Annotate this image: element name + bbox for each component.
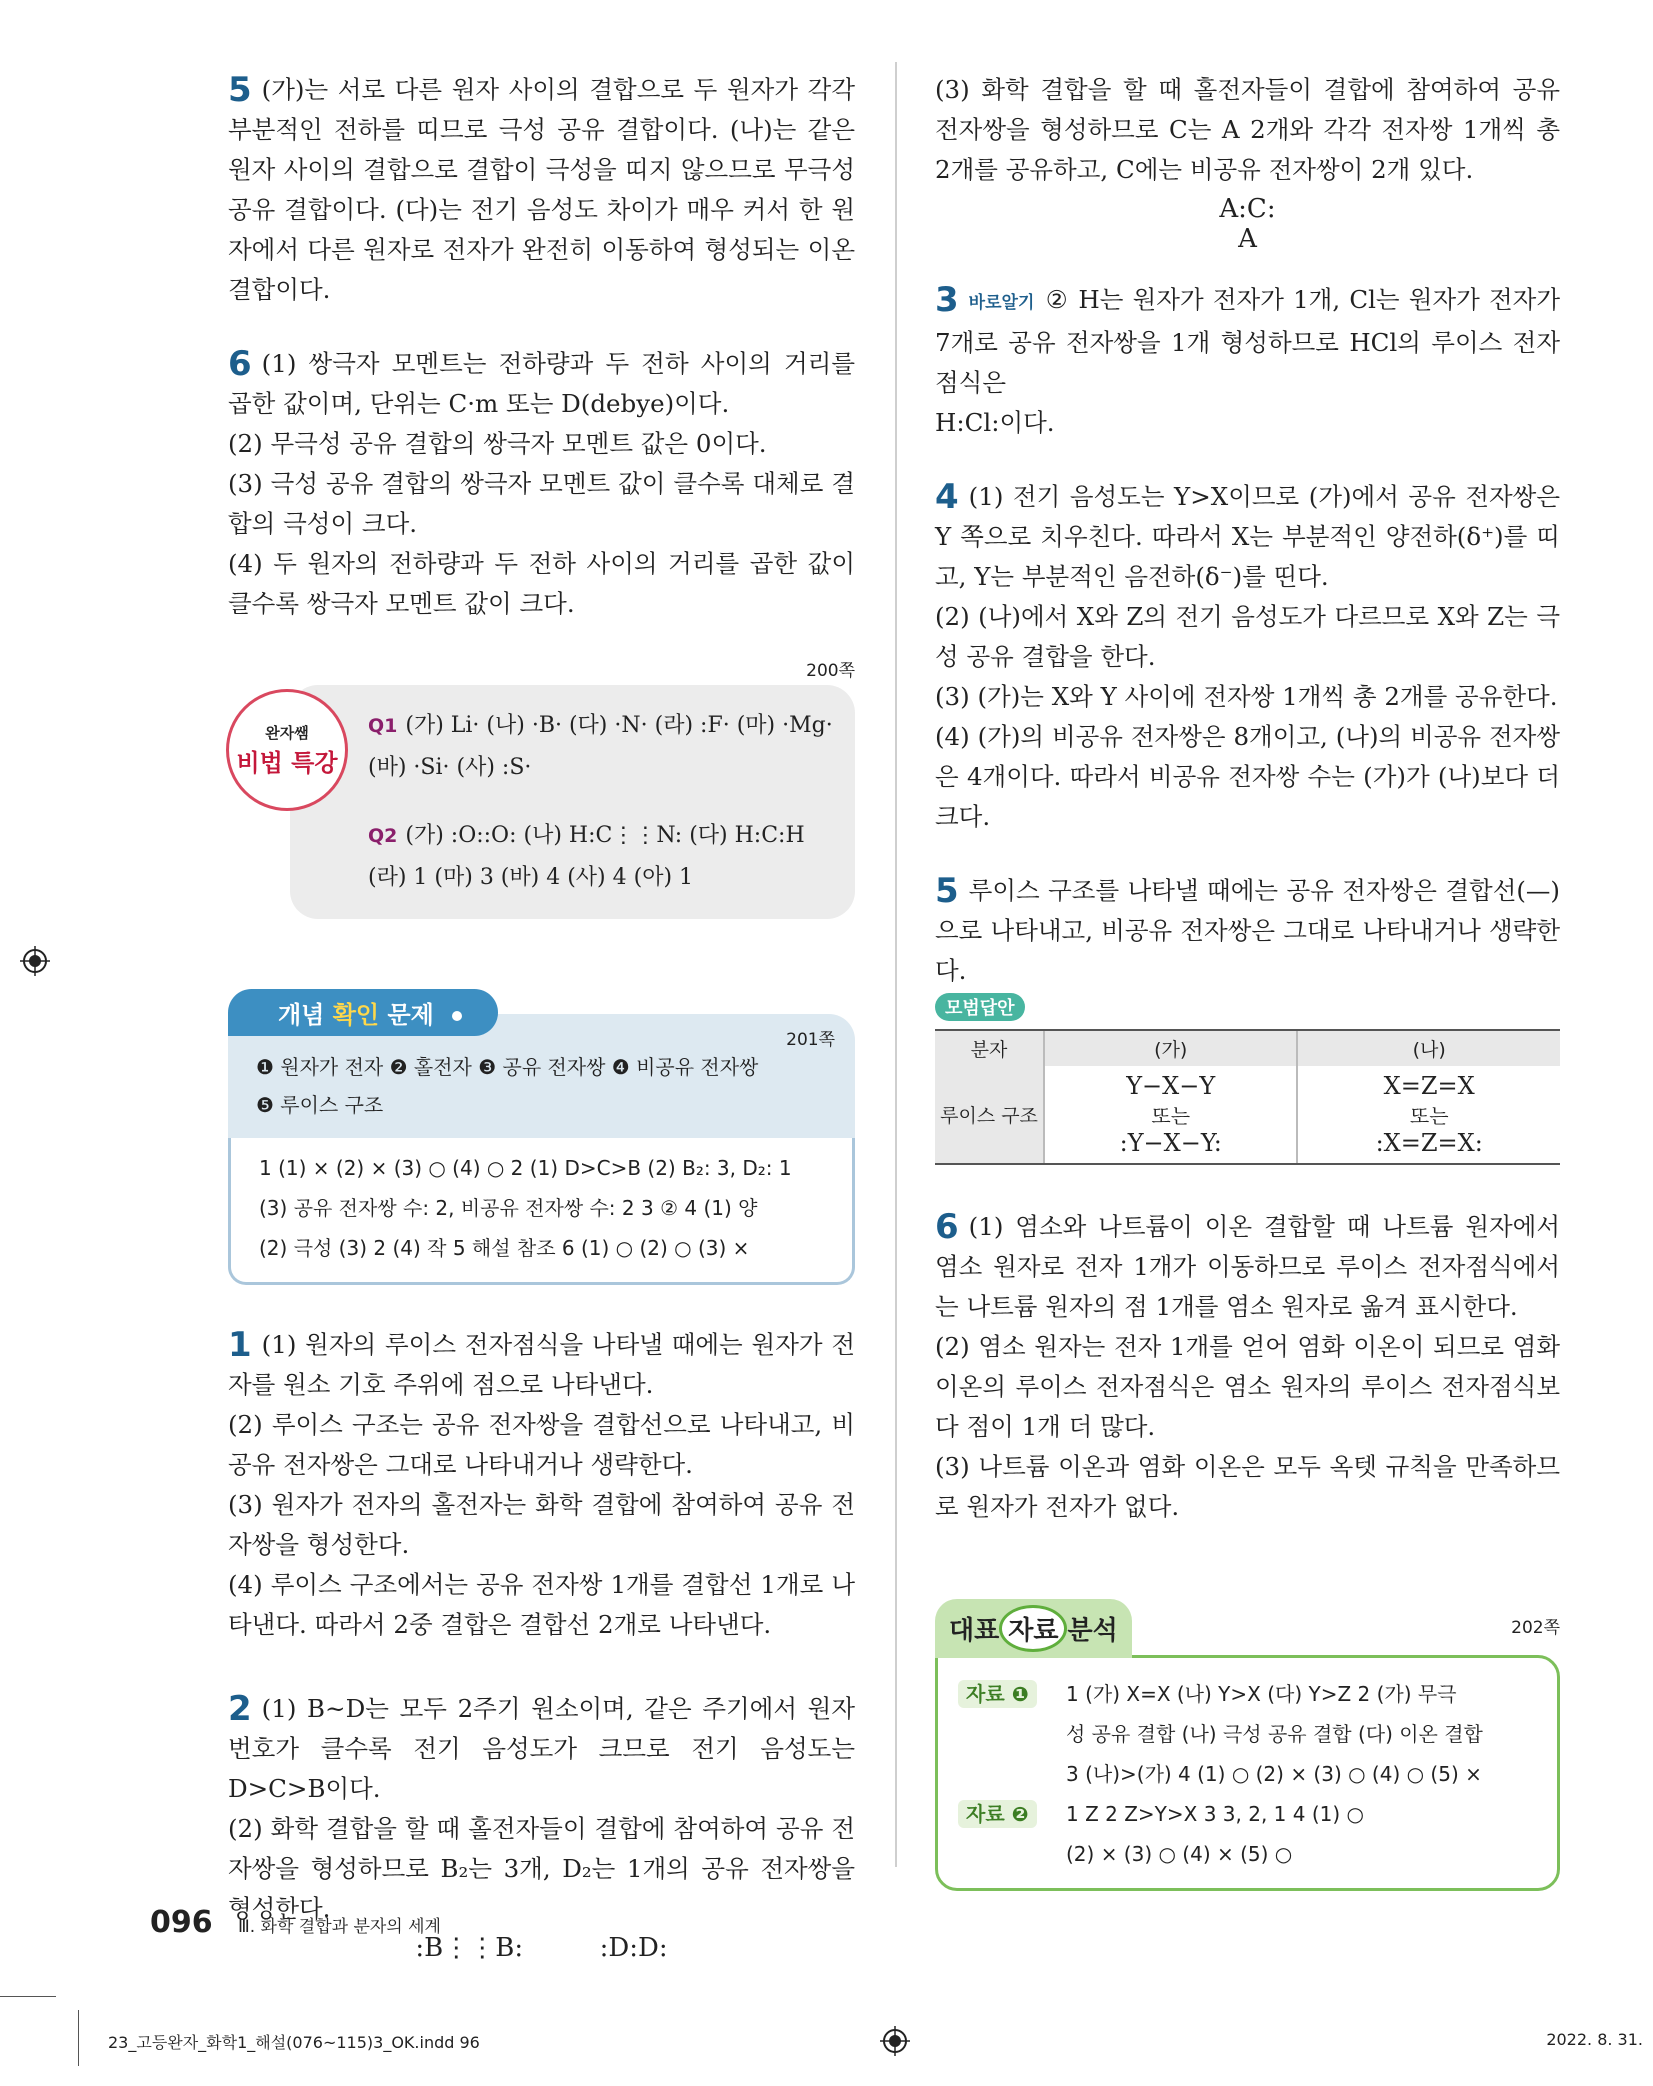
crop-mark bbox=[78, 2010, 79, 2066]
data-2: 자료 ❷ 1 Z 2 Z>Y>X 3 3, 2, 1 4 (1) ○ (2) × (3) ○ (4) × (5) ○ bbox=[958, 1794, 1537, 1874]
answer-6-4: (4) 두 원자의 전하량과 두 전하 사이의 거리를 곱한 값이 클수록 쌍극자 모멘트 값이 크다. bbox=[228, 549, 855, 618]
page-number: 096 bbox=[150, 1905, 213, 1940]
registration-mark-icon bbox=[20, 946, 50, 976]
concept-page-ref: 201쪽 bbox=[786, 1030, 835, 1050]
answer-6-1: 6 (1) 쌍극자 모멘트는 전하량과 두 전하 사이의 거리를 곱한 값이며, 단위는 C·m 또는 D(debye)이다. bbox=[228, 344, 855, 418]
data-page-ref: 202쪽 bbox=[1511, 1618, 1560, 1638]
answer-6-3: (3) 극성 공유 결합의 쌍극자 모멘트 값이 클수록 대체로 결합의 극성이 크다. bbox=[228, 469, 855, 538]
right-column bbox=[935, 70, 1560, 1891]
lewis-a2c: A:C: A bbox=[1219, 194, 1276, 254]
concept-check-box bbox=[228, 989, 855, 1285]
lewis-b2-d2: :B⋮⋮B: :D:D: bbox=[415, 1933, 668, 1963]
q2-line2: (라) 1 (마) 3 (바) 4 (사) 4 (아) 1 bbox=[368, 865, 694, 890]
answer-4-3: (3) (가)는 X와 Y 사이에 전자쌍 1개씩 총 2개를 공유한다. bbox=[935, 682, 1558, 711]
q1-line2: (바) ·Si· (사) :S· bbox=[368, 755, 532, 780]
answer-1-2: (2) 루이스 구조는 공유 전자쌍을 결합선으로 나타내고, 비공유 전자쌍은 그대로 나타내거나 생략한다. bbox=[228, 1410, 855, 1479]
answer-2-2: (2) 화학 결합을 할 때 홀전자들이 결합에 참여하여 공유 전자쌍을 형성하므로 B₂는 3개, D₂는 1개의 공유 전자쌍을 형성한다. bbox=[228, 1814, 855, 1923]
left-column bbox=[228, 70, 855, 1967]
answer-3: 3 바로알기 ② H는 원자가 전자가 1개, Cl는 원자가 전자가 7개로 공유 전자쌍을 1개 형성하므로 HCl의 루이스 전자점식은 bbox=[935, 280, 1560, 397]
answer-1-4: (4) 루이스 구조에서는 공유 전자쌍 1개를 결합선 1개로 나타낸다. 따라서 2중 결합은 결합선 2개로 나타낸다. bbox=[228, 1570, 855, 1639]
secret-badge: 완자쌤 비법 특강 bbox=[226, 689, 348, 811]
table-header-molecule: 분자 bbox=[935, 1030, 1044, 1066]
data-analysis-box bbox=[935, 1599, 1560, 1891]
answer-5-right: 5 루이스 구조를 나타낼 때에는 공유 전자쌍은 결합선(—)으로 나타내고, 비공유 전자쌍은 그대로 나타내거나 생략한다. bbox=[935, 871, 1560, 985]
concept-answers-3: (2) 극성 (3) 2 (4) 작 5 해설 참조 6 (1) ○ (2) ○ (3) × bbox=[259, 1236, 750, 1260]
file-name: 23_고등완자_화학1_해설(076~115)3_OK.indd 96 bbox=[108, 2033, 480, 2052]
answer-4-1: 4 (1) 전기 음성도는 Y>X이므로 (가)에서 공유 전자쌍은 Y 쪽으로 치우친다. 따라서 X는 부분적인 양전하(δ⁺)를 띠고, Y는 부분적인 음전하(δ⁻)를 띤다. bbox=[935, 477, 1560, 591]
answer-6r-2: (2) 염소 원자는 전자 1개를 얻어 염화 이온이 되므로 염화 이온의 루이스 전자점식은 염소 원자의 루이스 전자점식보다 점이 1개 더 많다. bbox=[935, 1332, 1560, 1441]
answer-6r-1: 6 (1) 염소와 나트륨이 이온 결합할 때 나트륨 원자에서 염소 원자로 전자 1개가 이동하므로 루이스 전자점식에서는 나트륨 원자의 점 1개를 염소 원자로 옮겨 표시한다. bbox=[935, 1207, 1560, 1321]
answer-2-1: 2 (1) B~D는 모두 2주기 원소이며, 같은 주기에서 원자 번호가 클수록 전기 음성도가 크므로 전기 음성도는 D>C>B이다. bbox=[228, 1689, 855, 1803]
print-date: 2022. 8. 31. bbox=[1546, 2030, 1643, 2049]
model-answer-tag: 모범답안 bbox=[935, 993, 1025, 1021]
column-divider bbox=[895, 62, 897, 1867]
answer-1-1: 1 (1) 원자의 루이스 전자점식을 나타낼 때에는 원자가 전자를 원소 기호 주위에 점으로 나타낸다. bbox=[228, 1325, 855, 1399]
concept-check-title: 개념 확인 문제 bbox=[228, 989, 498, 1036]
secret-tips-box bbox=[236, 685, 855, 919]
table-header-na: (나) bbox=[1297, 1030, 1560, 1066]
q2-line1: Q2 (가) :O::O: (나) H:C⋮⋮N: (다) H:C:H bbox=[368, 823, 805, 848]
answer-1-3: (3) 원자가 전자의 홀전자는 화학 결합에 참여하여 공유 전자쌍을 형성한다. bbox=[228, 1490, 855, 1559]
data-1: 자료 ❶ 1 (가) X=X (나) Y>X (다) Y>Z 2 (가) 무극 성 공유 결합 (나) 극성 공유 결합 (다) 이온 결합 3 (나)>(가) 4 (1) ○ (2) × (3) ○ (4) ○ (5) × bbox=[958, 1674, 1537, 1794]
chapter-title: Ⅲ. 화학 결합과 분자의 세계 bbox=[238, 1917, 441, 1937]
answer-4-2: (2) (나)에서 X와 Z의 전기 음성도가 다르므로 X와 Z는 극성 공유 결합을 한다. bbox=[935, 602, 1560, 671]
lewis-structure-table bbox=[935, 1029, 1560, 1165]
concept-keywords-1: ❶ 원자가 전자 ❷ 홀전자 ❸ 공유 전자쌍 ❹ 비공유 전자쌍 bbox=[256, 1055, 759, 1079]
q1-line1: Q1 (가) Li· (나) ·B· (다) ·N· (라) :F· (마) ·Mg· bbox=[368, 713, 833, 738]
concept-answers-1: 1 (1) × (2) × (3) ○ (4) ○ 2 (1) D>C>B (2) B₂: 3, D₂: 1 bbox=[259, 1156, 792, 1180]
crop-mark bbox=[0, 1996, 56, 1997]
answer-6-2: (2) 무극성 공유 결합의 쌍극자 모멘트 값은 0이다. bbox=[228, 429, 767, 458]
secret-page-ref: 200쪽 bbox=[806, 661, 855, 681]
table-header-ga: (가) bbox=[1044, 1030, 1297, 1066]
table-row-label: 루이스 구조 bbox=[935, 1066, 1044, 1164]
registration-mark-icon bbox=[880, 2026, 910, 2056]
concept-keywords-2: ❺ 루이스 구조 bbox=[256, 1093, 384, 1117]
answer-4-4: (4) (가)의 비공유 전자쌍은 8개이고, (나)의 비공유 전자쌍은 4개이다. 따라서 비공유 전자쌍 수는 (가)가 (나)보다 더 크다. bbox=[935, 722, 1560, 831]
table-cell-na: X=Z=X 또는 :X=Z=X: bbox=[1297, 1066, 1560, 1164]
answer-6r-3: (3) 나트륨 이온과 염화 이온은 모두 옥텟 규칙을 만족하므로 원자가 전자가 없다. bbox=[935, 1452, 1560, 1521]
concept-answers-2: (3) 공유 전자쌍 수: 2, 비공유 전자쌍 수: 2 3 ② 4 (1) 양 bbox=[259, 1196, 758, 1220]
table-cell-ga: Y−X−Y 또는 :Y−X−Y: bbox=[1044, 1066, 1297, 1164]
data-analysis-title: 대표 자료 분석 bbox=[935, 1599, 1132, 1658]
answer-2-3: (3) 화학 결합을 할 때 홀전자들이 결합에 참여하여 공유 전자쌍을 형성하므로 C는 A 2개와 각각 전자쌍 1개씩 총 2개를 공유하고, C에는 비공유 전자쌍이 2개 있다. bbox=[935, 75, 1560, 184]
answer-5: 5 (가)는 서로 다른 원자 사이의 결합으로 두 원자가 각각 부분적인 전하를 띠므로 극성 공유 결합이다. (나)는 같은 원자 사이의 결합으로 결합이 극성을 띠지 않으므로 무극성 공유 결합이다. (다)는 전기 음성도 차이가 매우 커서 한 원자에서 다른 원자로 전자가 완전히 이동하여 형성되는 이온 결합이다. bbox=[228, 70, 855, 304]
answer-3-lewis: H:Cl:이다. bbox=[935, 408, 1055, 437]
